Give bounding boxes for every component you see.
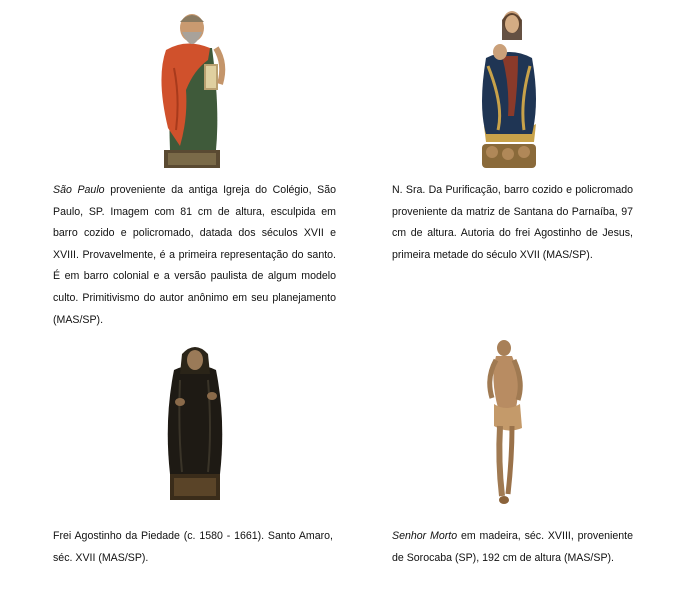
- nossa-senhora-caption-text: N. Sra. Da Purificação, barro cozido e policromado proveniente da matriz de Santana do Parnaíba, 97 cm de altura. Autoria do frei Agostinho de Jesus, primeira metade do século XVII (MAS/SP).: [392, 184, 633, 261]
- senhor-morto-title: Senhor Morto: [392, 530, 458, 542]
- senhor-morto-statue-image: [482, 338, 532, 508]
- senhor-morto-caption: [392, 526, 633, 569]
- sao-paulo-caption-text: proveniente da antiga Igreja do Colégio, São Paulo, SP. Imagem com 81 cm de altura, esculpida em barro cozido e policromado, datada dos séculos XVII e XVIII. Provavelmente, é a primeira representação do santo. É em barro colonial e a versão paulista de algum modelo culto. Primitivismo do autor anônimo em seu planejamento (MAS/SP).: [53, 184, 336, 326]
- santo-amaro-caption: [53, 526, 333, 569]
- nossa-senhora-caption: [392, 180, 633, 266]
- santo-amaro-statue-image: [160, 340, 230, 504]
- santo-amaro-caption-text: Frei Agostinho da Piedade (c. 1580 - 1661). Santo Amaro, séc. XVII (MAS/SP).: [53, 530, 333, 564]
- sao-paulo-statue-image: [150, 8, 240, 172]
- nossa-senhora-purificacao-image: [474, 6, 544, 172]
- senhor-morto-caption-text: em madeira, séc. XVIII, proveniente de Sorocaba (SP), 192 cm de altura (MAS/SP).: [392, 530, 633, 564]
- sao-paulo-title: São Paulo: [53, 184, 105, 196]
- sao-paulo-caption: [53, 180, 336, 331]
